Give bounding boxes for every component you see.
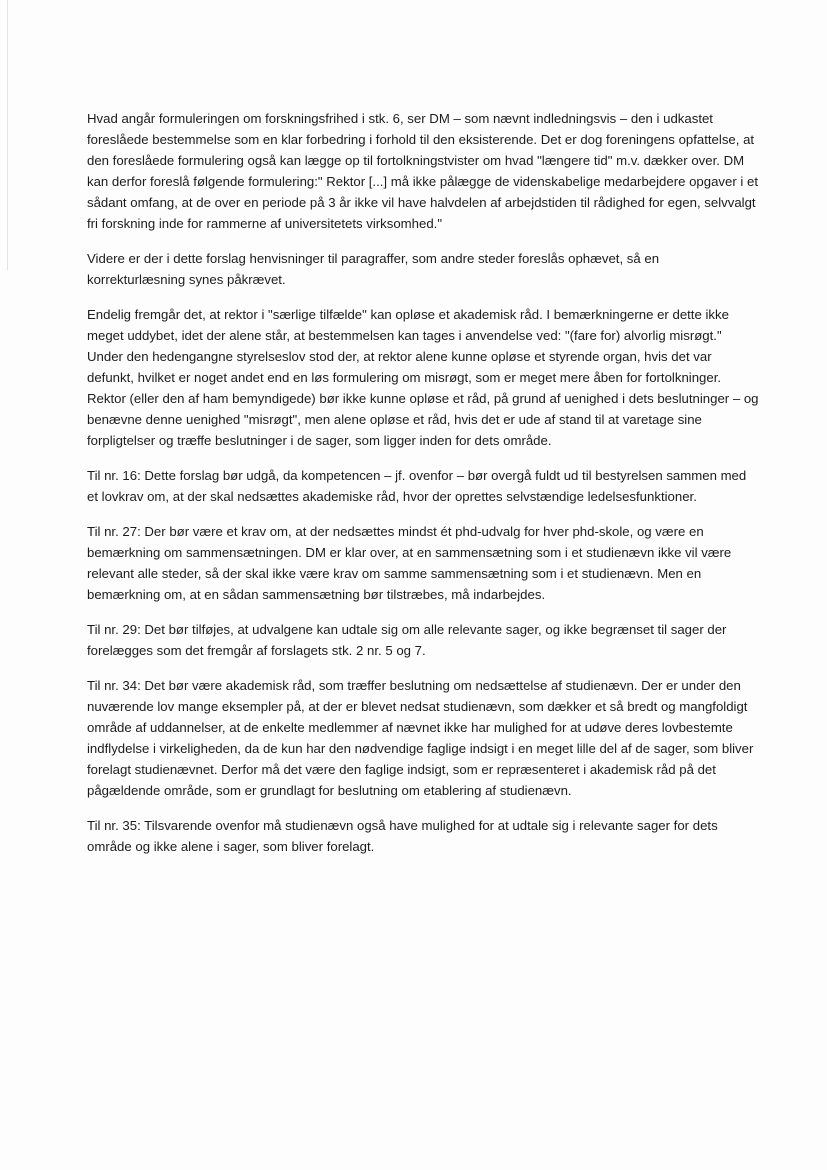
paragraph-korrekturlaesning: Videre er der i dette forslag henvisninger til paragraffer, som andre steder foreslås ophævet, så en korrekturlæsning synes påkrævet. [87, 251, 660, 287]
scan-edge-line [7, 0, 8, 270]
paragraph-nr-29: Til nr. 29: Det bør tilføjes, at udvalgene kan udtale sig om alle relevante sager, og ikke begrænset til sager der forelægges som det fremgår af forslagets stk. 2 nr. 5 og 7. [87, 622, 727, 658]
document-body [87, 108, 759, 871]
paragraph-nr-34: Til nr. 34: Det bør være akademisk råd, som træffer beslutning om nedsættelse af studienævn. Der er under den nuværende lov mange eksempler på, at der er blevet nedsat studienævn, som dækker et så bredt og mangfoldigt område af uddannelser, at de enkelte medlemmer af nævnet ikke har mulighed for at udøve deres lovbestemte indflydelse i virkeligheden, da de kun har den nødvendige faglige indsigt i en meget lille del af de sager, som bliver forelagt studienævnet. Derfor må det være den faglige indsigt, som er repræsenteret i akademisk råd på det pågældende område, som er grundlagt for beslutning om etablering af studienævn. [87, 678, 754, 798]
paragraph-akademisk-raad: Endelig fremgår det, at rektor i "særlige tilfælde" kan opløse et akademisk råd. I bemærkningerne er dette ikke meget uddybet, idet der alene står, at bestemmelsen kan tages i anvendelse ved: "(fare for) alvorlig misrøgt." Under den hedengangne styrelseslov stod der, at rektor alene kunne opløse et styrende organ, hvis det var defunkt, hvilket er noget andet end en løs formulering om misrøgt, som er meget mere åben for fortolkninger. Rektor (eller den af ham bemyndigede) bør ikke kunne opløse et råd, på grund af uenighed i dets beslutninger – og benævne denne uenighed "misrøgt", men alene opløse et råd, hvis det er ude af stand til at varetage sine forpligtelser og træffe beslutninger i de sager, som ligger inden for dets område. [87, 307, 759, 448]
paragraph-forskningsfrihed: Hvad angår formuleringen om forskningsfrihed i stk. 6, ser DM – som nævnt indledningsvis – den i udkastet foreslåede bestemmelse som en klar forbedring i forhold til den eksisterende. Det er dog foreningens opfattelse, at den foreslåede formulering også kan lægge op til fortolkningstvister om hvad "længere tid" m.v. dækker over. DM kan derfor foreslå følgende formulering:" Rektor [...] må ikke pålægge de videnskabelige medarbejdere opgaver i et sådant omfang, at de over en periode på 3 år ikke vil have halvdelen af arbejdstiden til rådighed for egen, selvvalgt fri forskning inde for rammerne af universitetets virksomhed." [87, 111, 759, 231]
paragraph-nr-16: Til nr. 16: Dette forslag bør udgå, da kompetencen – jf. ovenfor – bør overgå fuldt ud til bestyrelsen sammen med et lovkrav om, at der skal nedsættes akademiske råd, hvor der oprettes selvstændige ledelsesfunktioner. [87, 468, 747, 504]
paragraph-nr-35: Til nr. 35: Tilsvarende ovenfor må studienævn også have mulighed for at udtale sig i relevante sager for dets område og ikke alene i sager, som bliver forelagt. [87, 818, 718, 854]
paragraph-nr-27: Til nr. 27: Der bør være et krav om, at der nedsættes mindst ét phd-udvalg for hver phd-skole, og være en bemærkning om sammensætningen. DM er klar over, at en sammensætning som i et studienævn ikke vil være relevant alle steder, så der skal ikke være krav om samme sammensætning som i et studienævn. Men en bemærkning om, at en sådan sammensætning bør tilstræbes, må indarbejdes. [87, 524, 732, 602]
